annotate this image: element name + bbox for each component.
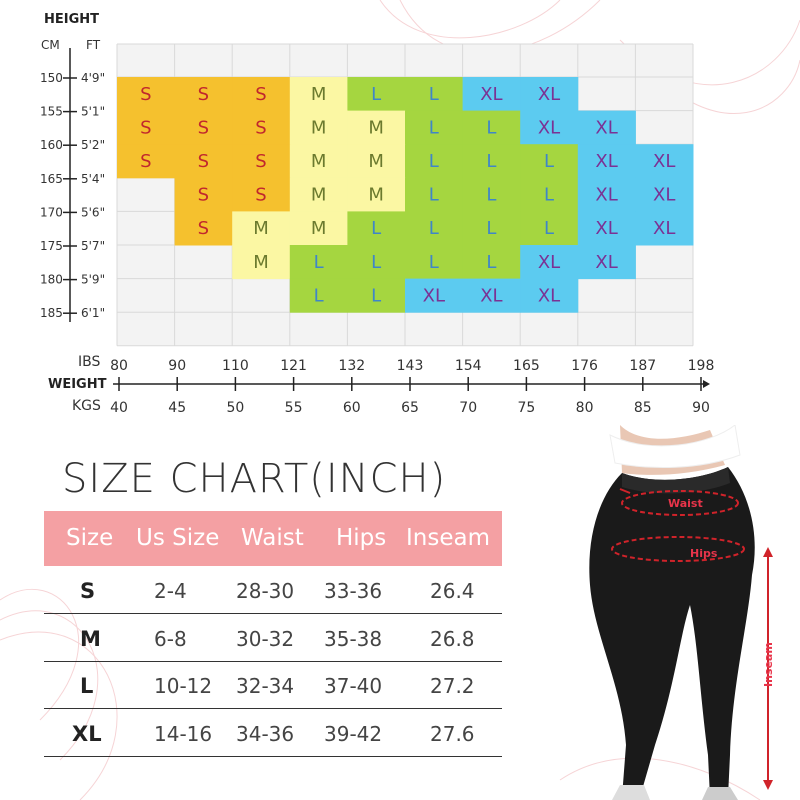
weight-lbs-tick-label: 198 (687, 358, 715, 374)
weight-kgs-tick-label: 90 (692, 400, 710, 416)
height-cm-tick-label: 150 (40, 71, 63, 85)
size-cell-label: L (486, 251, 497, 273)
weight-lbs-tick-label: 187 (629, 358, 657, 374)
size-row-label: XL (72, 721, 102, 746)
size-cell-label: L (486, 151, 497, 172)
size-cell-label: S (197, 117, 210, 139)
inseam-label: Inseam (762, 642, 775, 687)
size-cell-label: L (543, 151, 555, 172)
cm-unit-label: CM (41, 38, 60, 52)
size-table-cell: 33-36 (324, 579, 383, 603)
height-ft-tick-label: 5'6" (81, 205, 106, 220)
size-cell-label: XL (537, 117, 561, 139)
size-table-cell: 26.4 (430, 579, 475, 603)
height-axis-title: HEIGHT (44, 12, 100, 27)
size-row-label: L (80, 674, 94, 698)
height-ft-tick-label: 5'4" (81, 171, 106, 186)
size-cell-label: XL (595, 218, 618, 240)
size-cell-label: L (486, 117, 497, 139)
weight-kgs-tick-label: 55 (284, 400, 303, 416)
size-table-cell: 6-8 (154, 626, 187, 651)
height-cm-tick-label: 160 (40, 138, 63, 153)
height-cm-tick-label: 165 (40, 171, 63, 186)
size-cell-label: XL (595, 117, 618, 139)
height-ft-tick-label: 5'7" (81, 239, 106, 253)
weight-lbs-tick-label: 165 (513, 358, 540, 374)
height-cm-tick-label: 155 (40, 104, 63, 119)
size-table-cell: 28-30 (236, 579, 295, 603)
weight-kgs-tick-label: 85 (633, 400, 652, 416)
weight-axis-title: WEIGHT (48, 377, 107, 392)
size-cell-label: S (197, 184, 210, 206)
ibs-unit-label: IBS (78, 354, 101, 370)
size-table-cell: 32-34 (236, 674, 295, 698)
size-cell-label: L (543, 184, 555, 206)
size-cell-label: L (371, 251, 382, 273)
hips-label: Hips (690, 547, 718, 560)
size-cell-label: M (368, 184, 384, 206)
size-cell-label: XL (595, 184, 618, 206)
size-table-cell: 34-36 (236, 721, 295, 746)
size-table-header (44, 511, 502, 566)
weight-lbs-tick-label: 143 (396, 358, 424, 374)
size-cell-label: M (368, 117, 384, 139)
size-cell-label: S (197, 218, 210, 240)
height-ft-tick-label: 5'1" (81, 104, 106, 119)
size-cell-label: L (428, 218, 439, 240)
weight-lbs-tick-label: 80 (110, 358, 128, 374)
size-cell-label: XL (537, 285, 561, 307)
size-table-cell: 30-32 (236, 626, 295, 651)
size-cell-label: XL (595, 251, 618, 273)
size-cell-label: S (140, 117, 152, 139)
size-table-cell: 10-12 (154, 674, 213, 698)
weight-kgs-tick-label: 50 (226, 400, 245, 416)
height-cm-tick-label: 175 (40, 239, 63, 253)
size-cell-label: L (428, 151, 439, 172)
size-cell-label: S (197, 151, 210, 172)
size-cell-label: L (313, 285, 324, 307)
size-cell-label: S (140, 83, 152, 105)
table-row-divider (44, 756, 502, 757)
size-cell-label: XL (653, 218, 676, 240)
size-cell-label: M (310, 83, 327, 105)
size-chart-title: SIZE CHART(INCH) (62, 456, 447, 502)
height-ft-tick-label: 6'1" (81, 306, 106, 321)
weight-lbs-tick-label: 121 (280, 358, 307, 374)
height-ft-tick-label: 5'2" (81, 138, 106, 153)
size-cell-label: M (310, 117, 327, 139)
size-cell-label: XL (537, 83, 561, 105)
size-table-cell: 26.8 (430, 626, 475, 651)
size-cell-label: S (140, 151, 152, 172)
weight-kgs-tick-label: 75 (517, 400, 536, 416)
height-ft-tick-label: 4'9" (81, 71, 106, 85)
height-cm-tick-label: 185 (40, 306, 63, 321)
size-cell-label: M (310, 218, 327, 240)
weight-axis-arrow (703, 380, 710, 388)
height-cm-tick-label: 170 (40, 205, 63, 220)
size-table-cell: 39-42 (324, 721, 383, 746)
size-cell-label: S (255, 83, 267, 105)
weight-kgs-tick-label: 60 (342, 400, 361, 416)
weight-kgs-tick-label: 80 (575, 400, 594, 416)
table-row-divider (44, 661, 502, 662)
size-cell-label: XL (480, 285, 503, 307)
size-table-cell: 27.2 (430, 674, 475, 698)
weight-kgs-tick-label: 40 (110, 400, 128, 416)
weight-kgs-tick-label: 45 (168, 400, 187, 416)
header-inseam: Inseam (406, 525, 490, 551)
size-cell-label: XL (480, 83, 503, 105)
size-table-cell: 35-38 (324, 626, 383, 651)
weight-lbs-tick-label: 132 (338, 358, 366, 374)
size-cell-label: L (313, 251, 324, 273)
size-cell-label: L (486, 218, 497, 240)
ft-unit-label: FT (86, 38, 101, 52)
size-cell-label: XL (422, 285, 445, 307)
size-cell-label: S (197, 83, 210, 105)
weight-lbs-tick-label: 176 (571, 358, 598, 374)
size-table-cell: 37-40 (324, 674, 383, 698)
weight-lbs-tick-label: 110 (222, 358, 249, 374)
size-table-cell: 14-16 (154, 721, 213, 746)
weight-kgs-tick-label: 70 (459, 400, 478, 416)
header-waist: Waist (241, 525, 304, 551)
size-cell-label: L (428, 251, 439, 273)
size-cell-label: S (255, 117, 267, 139)
leggings-model-illustration (560, 425, 800, 800)
size-cell-label: M (310, 151, 327, 172)
size-cell-label: M (253, 251, 269, 273)
header-hips: Hips (336, 525, 387, 551)
size-cell-label: S (255, 151, 267, 172)
size-cell-label: M (253, 218, 269, 240)
size-cell-label: XL (653, 151, 676, 172)
height-cm-tick-label: 180 (40, 272, 63, 287)
size-cell-label: L (428, 83, 439, 105)
size-cell-label: L (428, 184, 439, 206)
size-cell-label: M (310, 184, 327, 206)
size-cell-label: L (371, 218, 382, 240)
header-us-size: Us Size (136, 525, 220, 551)
kgs-unit-label: KGS (72, 398, 101, 414)
header-size: Size (66, 525, 114, 551)
size-row-label: M (80, 626, 101, 651)
size-row-label: S (80, 579, 96, 603)
size-cell-label: XL (653, 184, 676, 206)
table-row-divider (44, 613, 502, 614)
size-cell-label: XL (595, 151, 618, 172)
size-cell-label: S (255, 184, 267, 206)
size-cell-label: L (486, 184, 497, 206)
waist-label: Waist (668, 497, 703, 510)
size-cell-label: L (428, 117, 439, 139)
size-cell-label: L (371, 285, 382, 307)
weight-lbs-tick-label: 90 (168, 358, 187, 374)
size-cell-label: M (368, 151, 384, 172)
height-ft-tick-label: 5'9" (81, 272, 106, 287)
weight-kgs-tick-label: 65 (401, 400, 419, 416)
table-row-divider (44, 708, 502, 709)
size-cell-label: XL (537, 251, 561, 273)
weight-lbs-tick-label: 154 (454, 358, 482, 374)
size-table-cell: 2-4 (154, 579, 187, 603)
size-cell-label: L (543, 218, 555, 240)
size-table-cell: 27.6 (430, 721, 475, 746)
size-cell-label: L (371, 83, 382, 105)
